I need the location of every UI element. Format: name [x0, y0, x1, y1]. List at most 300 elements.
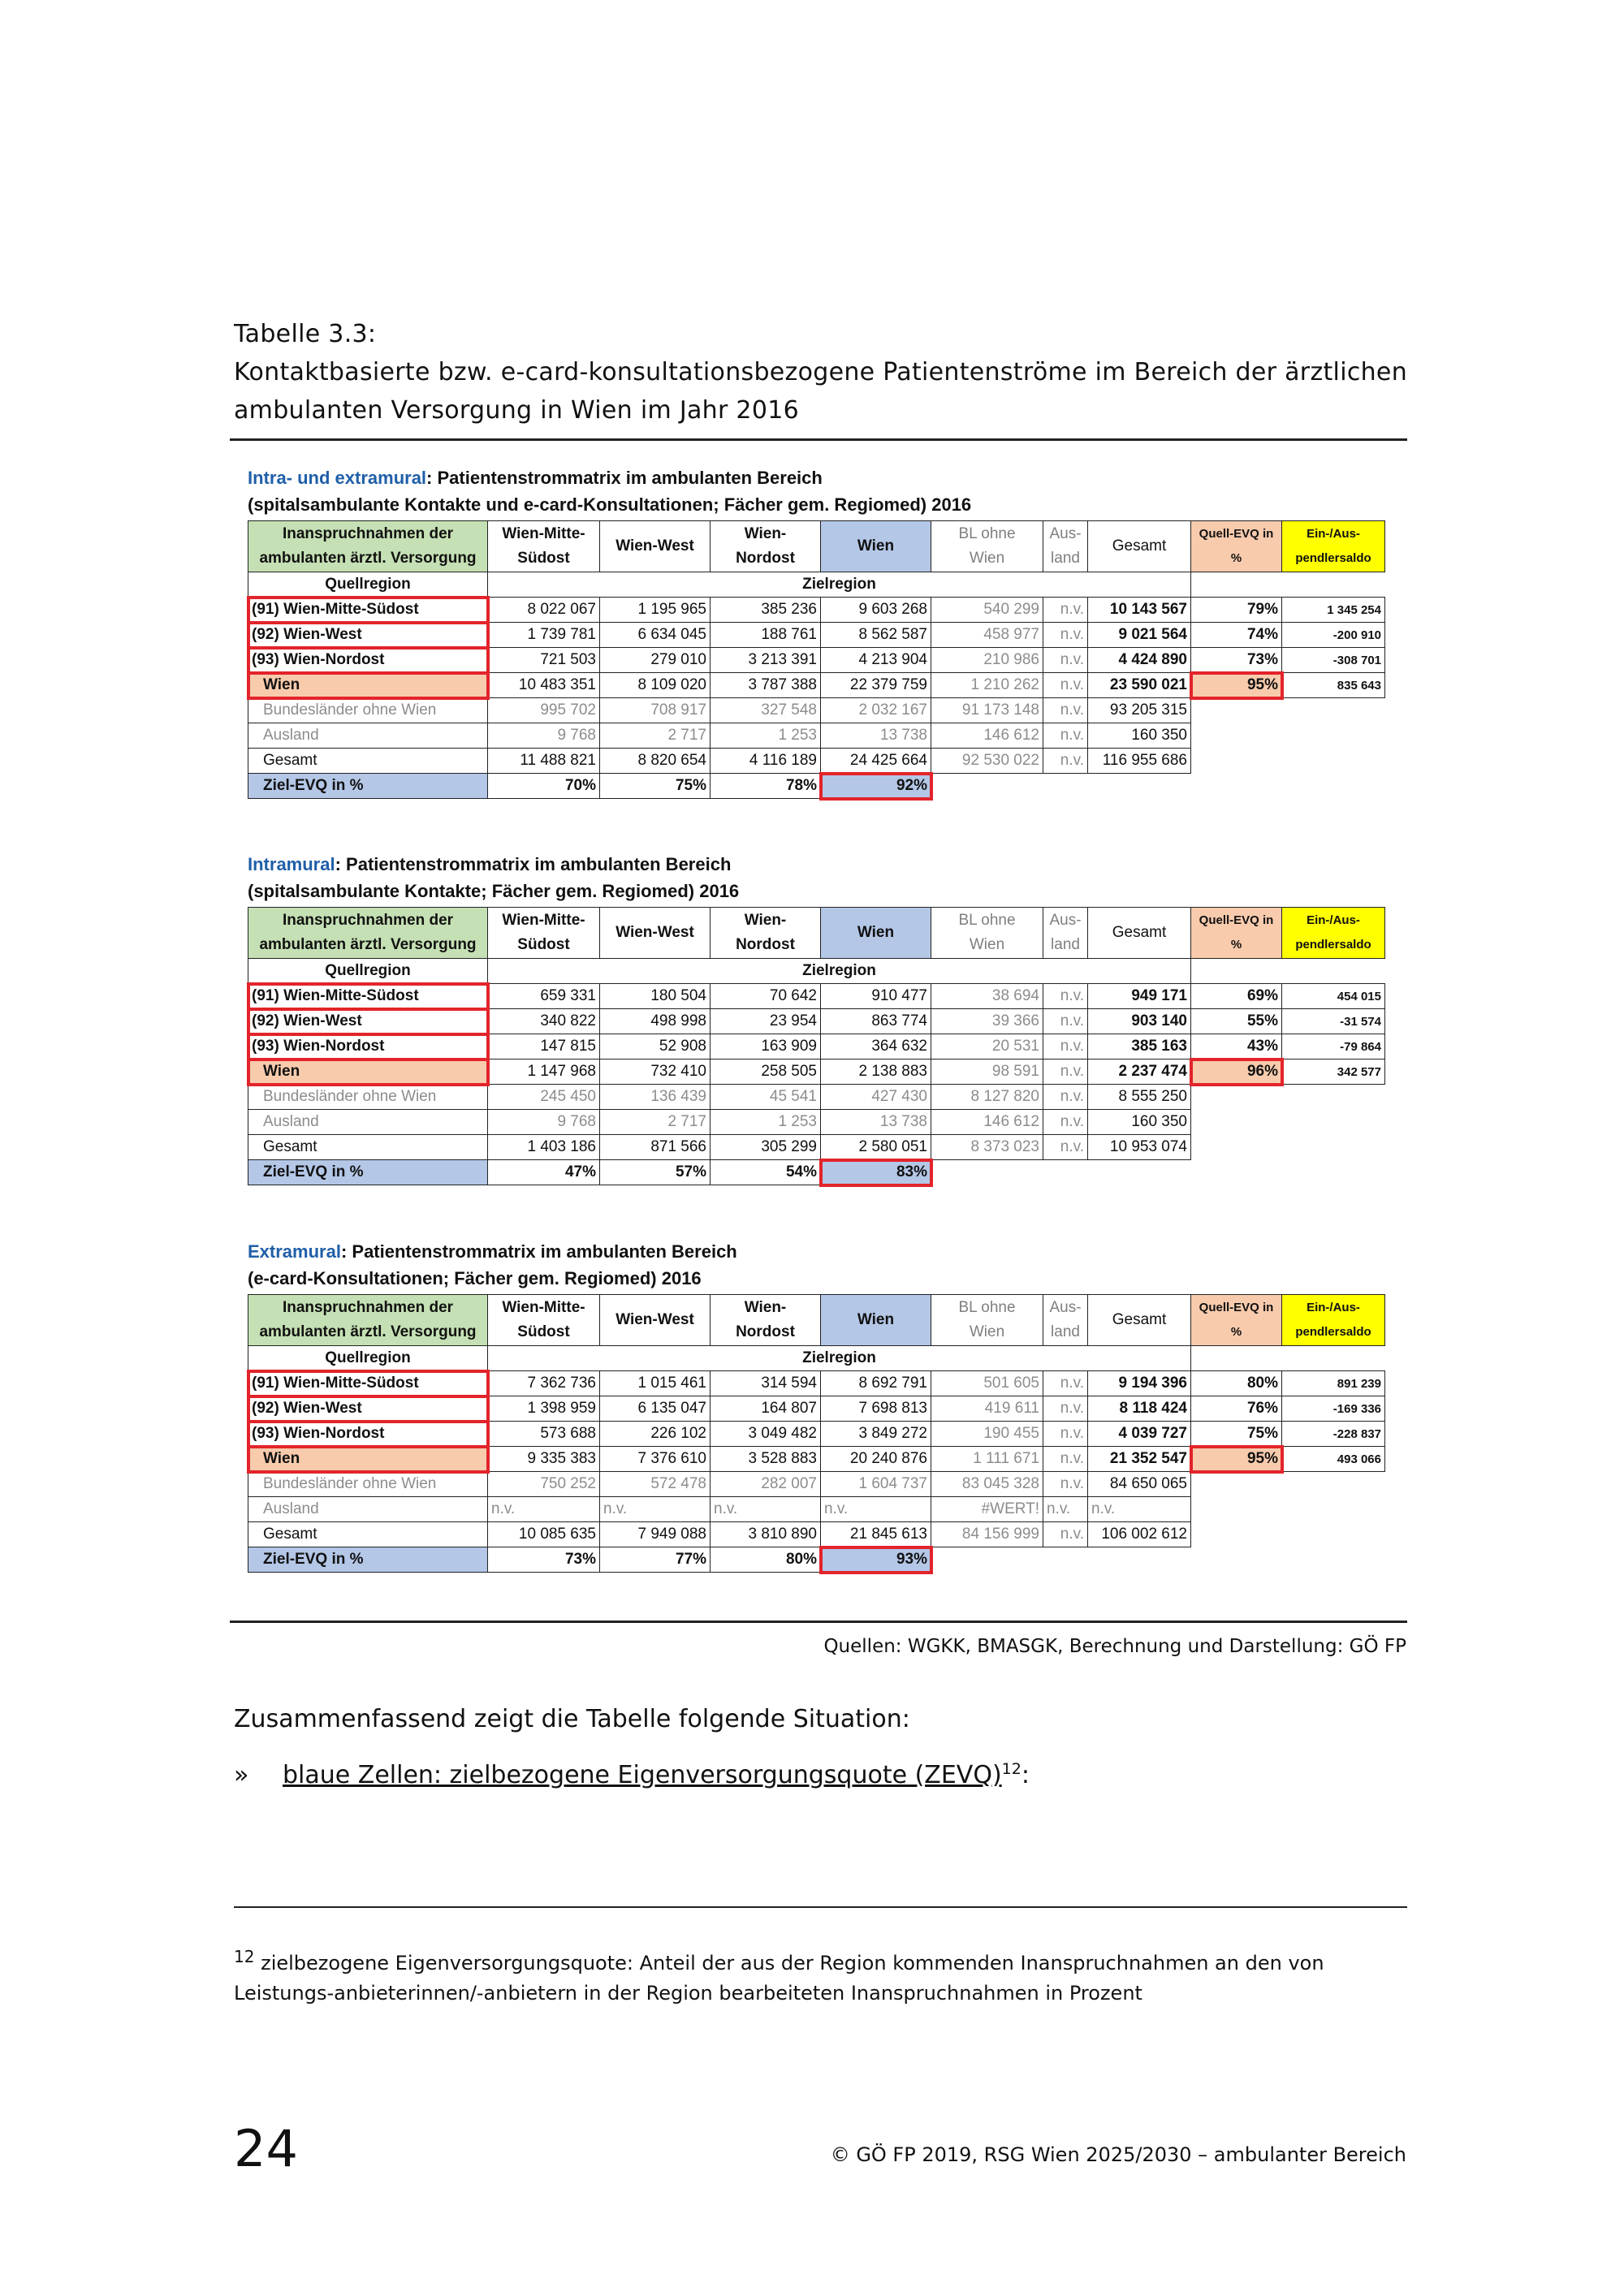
empty-cell [1088, 774, 1191, 799]
empty-cell [1043, 1547, 1088, 1573]
table-cell: n.v. [1043, 1522, 1088, 1547]
row-label: Bundesländer ohne Wien [248, 698, 488, 723]
copyright-footer: © GÖ FP 2019, RSG Wien 2025/2030 – ambulanter Bereich [830, 2143, 1406, 2166]
empty-cell [1191, 1135, 1282, 1160]
table-cell: 573 688 [488, 1422, 600, 1447]
table-cell: 21 352 547 [1088, 1447, 1191, 1472]
table-cell: 80% [710, 1547, 821, 1573]
col-header-wien: Wien [821, 521, 931, 572]
empty-cell [1282, 774, 1385, 799]
empty-cell [1043, 1160, 1088, 1185]
matrix-block-intra-extramural [248, 464, 1393, 799]
matrix-subtitle: (spitalsambulante Kontakte und e-card-Konsultationen; Fächer gem. Regiomed) 2016 [248, 494, 972, 515]
table-cell: n.v. [1043, 723, 1088, 749]
table-cell: 2 717 [600, 1110, 710, 1135]
table-cell: 8 022 067 [488, 598, 600, 623]
table-cell: 9 768 [488, 1110, 600, 1135]
matrix-subtitle: (e-card-Konsultationen; Fächer gem. Regiomed) 2016 [248, 1268, 702, 1288]
row-label: Gesamt [248, 1135, 488, 1160]
col-header-wien-mitte-suedost: Wien-Mitte- Südost [488, 521, 600, 572]
zielregion-header: Zielregion [488, 959, 1191, 984]
table-cell: n.v. [710, 1497, 821, 1522]
row-label: Ausland [248, 1497, 488, 1522]
summary-text: Zusammenfassend zeigt die Tabelle folgende Situation: [234, 1705, 910, 1733]
row-label: Gesamt [248, 1522, 488, 1547]
row-label: (92) Wien-West [248, 1009, 488, 1034]
empty-cell [1043, 774, 1088, 799]
table-row [248, 1472, 1385, 1497]
table-cell: 83% [821, 1160, 931, 1185]
table-row [248, 1160, 1385, 1185]
table-cell: n.v. [1043, 1422, 1088, 1447]
table-cell: 871 566 [600, 1135, 710, 1160]
table-cell: 501 605 [931, 1371, 1043, 1396]
table-cell: 7 698 813 [821, 1396, 931, 1422]
table-cell: 92% [821, 774, 931, 799]
table-bottom-rule [230, 1621, 1407, 1623]
empty-cell [1191, 1522, 1282, 1547]
table-row [248, 1422, 1385, 1447]
table-cell: 76% [1191, 1396, 1282, 1422]
zevq-link[interactable]: blaue Zellen: zielbezogene Eigenversorgungsquote (ZEVQ) [283, 1761, 1002, 1789]
empty-cell [1191, 749, 1282, 774]
table-cell: 20 531 [931, 1034, 1043, 1060]
table-cell: 498 998 [600, 1009, 710, 1034]
table-cell: 1 398 959 [488, 1396, 600, 1422]
table-cell: 2 032 167 [821, 698, 931, 723]
table-cell: 1 739 781 [488, 623, 600, 648]
table-cell: 7 376 610 [600, 1447, 710, 1472]
table-cell: 43% [1191, 1034, 1282, 1060]
table-cell: -79 864 [1282, 1034, 1385, 1060]
rowhead-header: Inanspruchnahmen der ambulanten ärztl. Versorgung [248, 1295, 488, 1346]
table-row [248, 1110, 1385, 1135]
table-cell: n.v. [1043, 698, 1088, 723]
table-cell: n.v. [1043, 623, 1088, 648]
table-cell: 458 977 [931, 623, 1043, 648]
table-cell: n.v. [1043, 1060, 1088, 1085]
table-cell: 146 612 [931, 723, 1043, 749]
footnote-text: zielbezogene Eigenversorgungsquote: Anteil der aus der Region kommenden Inanspruchnahmen an den von Leistungs-anbieterinnen/-anbietern in der Region bearbeiteten Inanspruchnahmen in Prozent [234, 1952, 1324, 2005]
col-header-gesamt: Gesamt [1088, 908, 1191, 959]
empty-cell [1191, 1110, 1282, 1135]
table-cell: 45 541 [710, 1085, 821, 1110]
table-cell: 8 562 587 [821, 623, 931, 648]
col-header-wien-west: Wien-West [600, 521, 710, 572]
table-cell: 3 049 482 [710, 1422, 821, 1447]
empty-cell [1191, 1472, 1282, 1497]
table-cell: 3 213 391 [710, 648, 821, 673]
row-label: (91) Wien-Mitte-Südost [248, 984, 488, 1009]
table-cell: 305 299 [710, 1135, 821, 1160]
row-label: Ausland [248, 723, 488, 749]
table-cell: 91 173 148 [931, 698, 1043, 723]
bullet-tail: : [1021, 1761, 1030, 1789]
caption-line-1: Kontaktbasierte bzw. e-card-konsultationsbezogene Patientenströme im Bereich der ärztlichen [234, 358, 1408, 386]
patient-flow-table [248, 520, 1385, 799]
col-header-wien-nordost: Wien- Nordost [710, 521, 821, 572]
table-cell: 93 205 315 [1088, 698, 1191, 723]
row-label: (92) Wien-West [248, 623, 488, 648]
table-cell: 160 350 [1088, 723, 1191, 749]
empty-cell [1191, 774, 1282, 799]
col-header-pendlersaldo: Ein-/Aus- pendlersaldo [1282, 908, 1385, 959]
table-cell: n.v. [1043, 673, 1088, 698]
patient-flow-table [248, 907, 1385, 1185]
empty-cell [1282, 723, 1385, 749]
table-cell: -169 336 [1282, 1396, 1385, 1422]
table-row [248, 1547, 1385, 1573]
table-cell: 10 953 074 [1088, 1135, 1191, 1160]
table-cell: 79% [1191, 598, 1282, 623]
empty-cell [1282, 1135, 1385, 1160]
empty-cell [1191, 723, 1282, 749]
col-header-wien-west: Wien-West [600, 1295, 710, 1346]
table-cell: 10 085 635 [488, 1522, 600, 1547]
table-row [248, 598, 1385, 623]
table-cell: 1 210 262 [931, 673, 1043, 698]
col-header-quell-evq: Quell-EVQ in % [1191, 1295, 1282, 1346]
table-row [248, 774, 1385, 799]
col-header-quell-evq: Quell-EVQ in % [1191, 908, 1282, 959]
row-label: (93) Wien-Nordost [248, 648, 488, 673]
table-cell: 98 591 [931, 1060, 1043, 1085]
row-label: Ziel-EVQ in % [248, 1160, 488, 1185]
col-header-ausland: Aus- land [1043, 521, 1088, 572]
col-header-bl-ohne-wien: BL ohne Wien [931, 1295, 1043, 1346]
page-number: 24 [234, 2119, 298, 2178]
table-cell: 4 116 189 [710, 749, 821, 774]
table-cell: 340 822 [488, 1009, 600, 1034]
table-cell: 180 504 [600, 984, 710, 1009]
table-cell: 160 350 [1088, 1110, 1191, 1135]
empty-cell [1191, 1497, 1282, 1522]
col-header-wien: Wien [821, 1295, 931, 1346]
table-cell: 1 195 965 [600, 598, 710, 623]
table-cell: 11 488 821 [488, 749, 600, 774]
table-cell: 910 477 [821, 984, 931, 1009]
empty-cell [1282, 1547, 1385, 1573]
table-cell: 282 007 [710, 1472, 821, 1497]
table-cell: -228 837 [1282, 1422, 1385, 1447]
table-cell: 146 612 [931, 1110, 1043, 1135]
table-cell: 385 163 [1088, 1034, 1191, 1060]
empty-cell [1282, 698, 1385, 723]
empty-cell [1088, 1547, 1191, 1573]
table-cell: 84 156 999 [931, 1522, 1043, 1547]
table-row [248, 673, 1385, 698]
table-cell: 13 738 [821, 1110, 931, 1135]
col-header-wien-mitte-suedost: Wien-Mitte- Südost [488, 908, 600, 959]
matrix-block-extramural [248, 1238, 1393, 1573]
table-cell: n.v. [1043, 1447, 1088, 1472]
table-cell: 10 483 351 [488, 673, 600, 698]
table-cell: 75% [1191, 1422, 1282, 1447]
table-cell: 903 140 [1088, 1009, 1191, 1034]
table-cell: -200 910 [1282, 623, 1385, 648]
table-cell: 8 555 250 [1088, 1085, 1191, 1110]
table-cell: 10 143 567 [1088, 598, 1191, 623]
footnote-ref[interactable]: 12 [1001, 1760, 1021, 1778]
table-cell: 1 111 671 [931, 1447, 1043, 1472]
table-row [248, 1447, 1385, 1472]
empty-cell [1282, 1497, 1385, 1522]
table-cell: 493 066 [1282, 1447, 1385, 1472]
table-cell: 721 503 [488, 648, 600, 673]
col-header-quell-evq: Quell-EVQ in % [1191, 521, 1282, 572]
table-cell: 4 213 904 [821, 648, 931, 673]
table-cell: 949 171 [1088, 984, 1191, 1009]
table-cell: 96% [1191, 1060, 1282, 1085]
table-row [248, 1085, 1385, 1110]
col-header-wien-west: Wien-West [600, 908, 710, 959]
table-cell: n.v. [1043, 1009, 1088, 1034]
table-cell: 116 955 686 [1088, 749, 1191, 774]
table-cell: 708 917 [600, 698, 710, 723]
table-cell: 73% [488, 1547, 600, 1573]
empty-cell [1282, 1085, 1385, 1110]
table-cell: n.v. [1043, 1472, 1088, 1497]
table-cell: 2 237 474 [1088, 1060, 1191, 1085]
table-cell: 83 045 328 [931, 1472, 1043, 1497]
table-cell: 75% [600, 774, 710, 799]
table-cell: 385 236 [710, 598, 821, 623]
table-cell: 3 849 272 [821, 1422, 931, 1447]
col-header-wien: Wien [821, 908, 931, 959]
empty-cell [931, 1160, 1043, 1185]
table-cell: 8 127 820 [931, 1085, 1043, 1110]
table-cell: 540 299 [931, 598, 1043, 623]
table-row [248, 698, 1385, 723]
empty-cell [1088, 1160, 1191, 1185]
table-cell: 47% [488, 1160, 600, 1185]
empty-cell [1282, 1522, 1385, 1547]
table-cell: n.v. [1043, 1497, 1088, 1522]
table-row [248, 1522, 1385, 1547]
table-cell: 3 787 388 [710, 673, 821, 698]
table-cell: 995 702 [488, 698, 600, 723]
table-cell: 891 239 [1282, 1371, 1385, 1396]
table-cell: 2 580 051 [821, 1135, 931, 1160]
col-header-gesamt: Gesamt [1088, 1295, 1191, 1346]
table-cell: 7 362 736 [488, 1371, 600, 1396]
table-row [248, 1371, 1385, 1396]
table-cell: 8 820 654 [600, 749, 710, 774]
matrix-title: Intramural: Patientenstrommatrix im ambulanten Bereich [248, 854, 732, 874]
quellregion-header: Quellregion [248, 1346, 488, 1371]
table-cell: -308 701 [1282, 648, 1385, 673]
patient-flow-table [248, 1294, 1385, 1573]
table-row [248, 648, 1385, 673]
caption-line-2: ambulanten Versorgung in Wien im Jahr 2016 [234, 396, 799, 425]
table-cell: 342 577 [1282, 1060, 1385, 1085]
table-cell: 9 603 268 [821, 598, 931, 623]
rowhead-header: Inanspruchnahmen der ambulanten ärztl. Versorgung [248, 521, 488, 572]
table-cell: 163 909 [710, 1034, 821, 1060]
table-cell: 24 425 664 [821, 749, 931, 774]
table-cell: 659 331 [488, 984, 600, 1009]
row-label: Bundesländer ohne Wien [248, 1085, 488, 1110]
row-label: Wien [248, 673, 488, 698]
row-label: Ziel-EVQ in % [248, 1547, 488, 1573]
row-label: Ausland [248, 1110, 488, 1135]
table-cell: 73% [1191, 648, 1282, 673]
table-row [248, 1497, 1385, 1522]
footnote [234, 1942, 1407, 2009]
empty-cell [1191, 1085, 1282, 1110]
table-cell: n.v. [1043, 984, 1088, 1009]
table-cell: 419 611 [931, 1396, 1043, 1422]
table-cell: 1 403 186 [488, 1135, 600, 1160]
table-row [248, 749, 1385, 774]
rowhead-header: Inanspruchnahmen der ambulanten ärztl. Versorgung [248, 908, 488, 959]
table-cell: 78% [710, 774, 821, 799]
table-cell: n.v. [1043, 1110, 1088, 1135]
row-label: (93) Wien-Nordost [248, 1034, 488, 1060]
table-cell: 13 738 [821, 723, 931, 749]
table-cell: 70 642 [710, 984, 821, 1009]
table-cell: 863 774 [821, 1009, 931, 1034]
col-header-wien-mitte-suedost: Wien-Mitte- Südost [488, 1295, 600, 1346]
empty-cell [1282, 1472, 1385, 1497]
matrix-title: Intra- und extramural: Patientenstrommatrix im ambulanten Bereich [248, 468, 823, 488]
table-cell: 92 530 022 [931, 749, 1043, 774]
table-cell: 279 010 [600, 648, 710, 673]
col-header-pendlersaldo: Ein-/Aus- pendlersaldo [1282, 521, 1385, 572]
table-cell: 1 253 [710, 723, 821, 749]
table-cell: 8 109 020 [600, 673, 710, 698]
table-caption [234, 315, 1411, 429]
table-cell: 74% [1191, 623, 1282, 648]
table-cell: 210 986 [931, 648, 1043, 673]
row-label: (92) Wien-West [248, 1396, 488, 1422]
table-cell: n.v. [1043, 1034, 1088, 1060]
row-label: Wien [248, 1060, 488, 1085]
table-cell: n.v. [1043, 1396, 1088, 1422]
col-header-bl-ohne-wien: BL ohne Wien [931, 908, 1043, 959]
col-header-pendlersaldo: Ein-/Aus- pendlersaldo [1282, 1295, 1385, 1346]
table-row [248, 984, 1385, 1009]
table-cell: 23 590 021 [1088, 673, 1191, 698]
empty-cell [1282, 1160, 1385, 1185]
table-cell: 258 505 [710, 1060, 821, 1085]
table-cell: 20 240 876 [821, 1447, 931, 1472]
table-cell: n.v. [821, 1497, 931, 1522]
table-cell: 6 135 047 [600, 1396, 710, 1422]
table-cell: 327 548 [710, 698, 821, 723]
table-cell: 3 528 883 [710, 1447, 821, 1472]
table-cell: 84 650 065 [1088, 1472, 1191, 1497]
table-cell: 55% [1191, 1009, 1282, 1034]
row-label: Gesamt [248, 749, 488, 774]
matrix-block-intramural [248, 851, 1393, 1185]
table-cell: 8 118 424 [1088, 1396, 1191, 1422]
table-cell: 22 379 759 [821, 673, 931, 698]
row-label: Wien [248, 1447, 488, 1472]
sources-note: Quellen: WGKK, BMASGK, Berechnung und Darstellung: GÖ FP [823, 1636, 1406, 1657]
table-cell: 1 604 737 [821, 1472, 931, 1497]
table-cell: 190 455 [931, 1422, 1043, 1447]
table-cell: 4 424 890 [1088, 648, 1191, 673]
table-cell: 314 594 [710, 1371, 821, 1396]
empty-cell [1191, 1547, 1282, 1573]
table-cell: 1 345 254 [1282, 598, 1385, 623]
col-header-ausland: Aus- land [1043, 1295, 1088, 1346]
table-cell: 9 021 564 [1088, 623, 1191, 648]
empty-cell [1191, 1346, 1282, 1371]
table-cell: 70% [488, 774, 600, 799]
table-cell: n.v. [1043, 1135, 1088, 1160]
table-cell: 9 768 [488, 723, 600, 749]
empty-cell [931, 1547, 1043, 1573]
table-cell: 69% [1191, 984, 1282, 1009]
table-cell: 2 717 [600, 723, 710, 749]
table-cell: 1 147 968 [488, 1060, 600, 1085]
table-cell: 226 102 [600, 1422, 710, 1447]
bullet-item [234, 1760, 1030, 1789]
matrix-subtitle: (spitalsambulante Kontakte; Fächer gem. Regiomed) 2016 [248, 881, 740, 901]
empty-cell [1282, 749, 1385, 774]
table-row [248, 623, 1385, 648]
table-cell: 8 692 791 [821, 1371, 931, 1396]
table-cell: 7 949 088 [600, 1522, 710, 1547]
table-row [248, 1396, 1385, 1422]
table-cell: 750 252 [488, 1472, 600, 1497]
table-cell: 9 194 396 [1088, 1371, 1191, 1396]
table-cell: 95% [1191, 1447, 1282, 1472]
table-cell: 57% [600, 1160, 710, 1185]
zielregion-header: Zielregion [488, 572, 1191, 598]
table-cell: 427 430 [821, 1085, 931, 1110]
empty-cell [1282, 959, 1385, 984]
table-cell: #WERT! [931, 1497, 1043, 1522]
footnote-number: 12 [234, 1947, 255, 1966]
table-cell: 95% [1191, 673, 1282, 698]
table-cell: -31 574 [1282, 1009, 1385, 1034]
table-row [248, 1135, 1385, 1160]
table-cell: 23 954 [710, 1009, 821, 1034]
empty-cell [1191, 572, 1282, 598]
quellregion-header: Quellregion [248, 572, 488, 598]
table-cell: 4 039 727 [1088, 1422, 1191, 1447]
table-cell: n.v. [1043, 598, 1088, 623]
table-cell: 164 807 [710, 1396, 821, 1422]
empty-cell [1282, 1110, 1385, 1135]
caption-label: Tabelle 3.3: [234, 320, 377, 348]
table-cell: 136 439 [600, 1085, 710, 1110]
quellregion-header: Quellregion [248, 959, 488, 984]
table-row [248, 1009, 1385, 1034]
table-cell: 52 908 [600, 1034, 710, 1060]
row-label: Ziel-EVQ in % [248, 774, 488, 799]
table-cell: n.v. [1043, 648, 1088, 673]
table-row [248, 1060, 1385, 1085]
table-cell: 1 015 461 [600, 1371, 710, 1396]
table-cell: 38 694 [931, 984, 1043, 1009]
row-label: (93) Wien-Nordost [248, 1422, 488, 1447]
table-cell: 572 478 [600, 1472, 710, 1497]
table-cell: 9 335 383 [488, 1447, 600, 1472]
table-cell: 147 815 [488, 1034, 600, 1060]
col-header-gesamt: Gesamt [1088, 521, 1191, 572]
empty-cell [1191, 959, 1282, 984]
table-cell: n.v. [1043, 1371, 1088, 1396]
zielregion-header: Zielregion [488, 1346, 1191, 1371]
table-cell: 106 002 612 [1088, 1522, 1191, 1547]
empty-cell [1191, 1160, 1282, 1185]
table-cell: 54% [710, 1160, 821, 1185]
table-cell: 2 138 883 [821, 1060, 931, 1085]
